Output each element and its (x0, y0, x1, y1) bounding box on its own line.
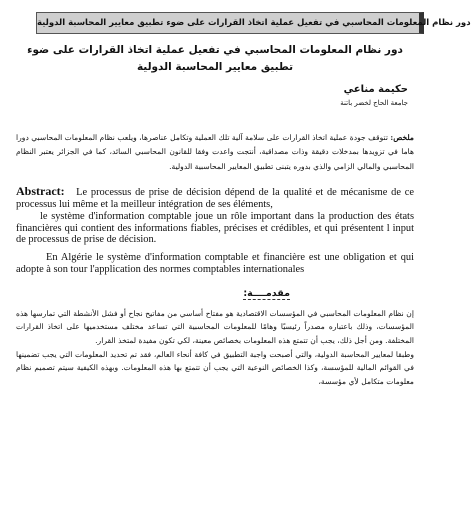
intro-heading (16, 288, 414, 299)
page-content (16, 38, 414, 388)
running-header: دور نظام المعلومات المحاسبي في تفعيل عملية اتخاذ القرارات على ضوء تطبيق معايير المحاسبة الدولية (36, 12, 424, 34)
arabic-abstract (16, 131, 414, 174)
author-affiliation: جامعة الحاج لخضر باتنة (340, 99, 408, 107)
paper-title: دور نظام المعلومات المحاسبي في تفعيل عملية اتخاذ القرارات على ضوء تطبيق معايير المحاسبة الدولية (27, 44, 403, 73)
french-abstract-p1-text: Le processus de prise de décision dépend de la qualité et de mécanisme de ce processus lui même et la meilleur intégration de ses éléments, (16, 187, 414, 211)
intro-body (16, 307, 414, 389)
french-abstract-p1 (16, 186, 414, 211)
arabic-abstract-text: تتوقف جودة عملية اتخاذ القرارات على سلامة آلية تلك العملية وتكامل عناصرها، ويلعب نظام المعلومات المحاسبي دورا هاما في تزويدها بمدخلات دقيقة وذات مصداقية، أنتجت واعدت وفقا للقانون المحاسبي السائد، كما في الجزائر يعتبر النظام المحاسبي والمالي الزامي والذي بدوره يتبنى تطبيق المعايير المحاسبية الدولية. (16, 133, 414, 171)
arabic-abstract-label: ملخص: (390, 133, 414, 142)
french-abstract-label: Abstract: (16, 184, 65, 199)
intro-paragraph: وطبقا لمعايير المحاسبة الدولية، والتي أصبحت واجبة التطبيق في كافة أنحاء العالم، فقد تم تحديد المعلومات التي يجب تضمينها في القوائم المالية للمؤسسة، وكذا الخصائص النوعية التي يجب أن تتمتع بها هذه المعلومات. وبهذه الكيفية سيتم تصميم نظام معلومات متكامل لأي مؤسسة، (16, 349, 414, 386)
author-name: حكيمة مناعي (343, 84, 408, 95)
intro-paragraph: إن نظام المعلومات المحاسبي في المؤسسات الاقتصادية هو مفتاح أساسي من مفاتيح نجاح أو فشل الأنشطة التي تمارسها هذه المؤسسات، وذلك باعتباره مصدراً رئيسيًا وهامًا للمعلومات المحاسبية التي تساعد مختلف مستخدميها على اتخاذ القرارات المختلفة. ومن أجل ذلك، يجب أن تتمتع هذه المعلومات بخصائص معينة، لكي تكون مفيدة لمتخذ القرار. (16, 308, 414, 345)
french-abstract-p2: le système d'information comptable joue un rôle important dans la production des états financières qui contient des informations fiables, précises et crédibles, et qui présentent l input de processus de prise de décision. (16, 210, 414, 246)
french-abstract-p3: En Algérie le système d'information comptable et financière est une obligation et qui adopte à son tour l'application des normes comptables internationales (16, 252, 414, 275)
intro-heading-text: مقدمــــة: (243, 287, 290, 299)
